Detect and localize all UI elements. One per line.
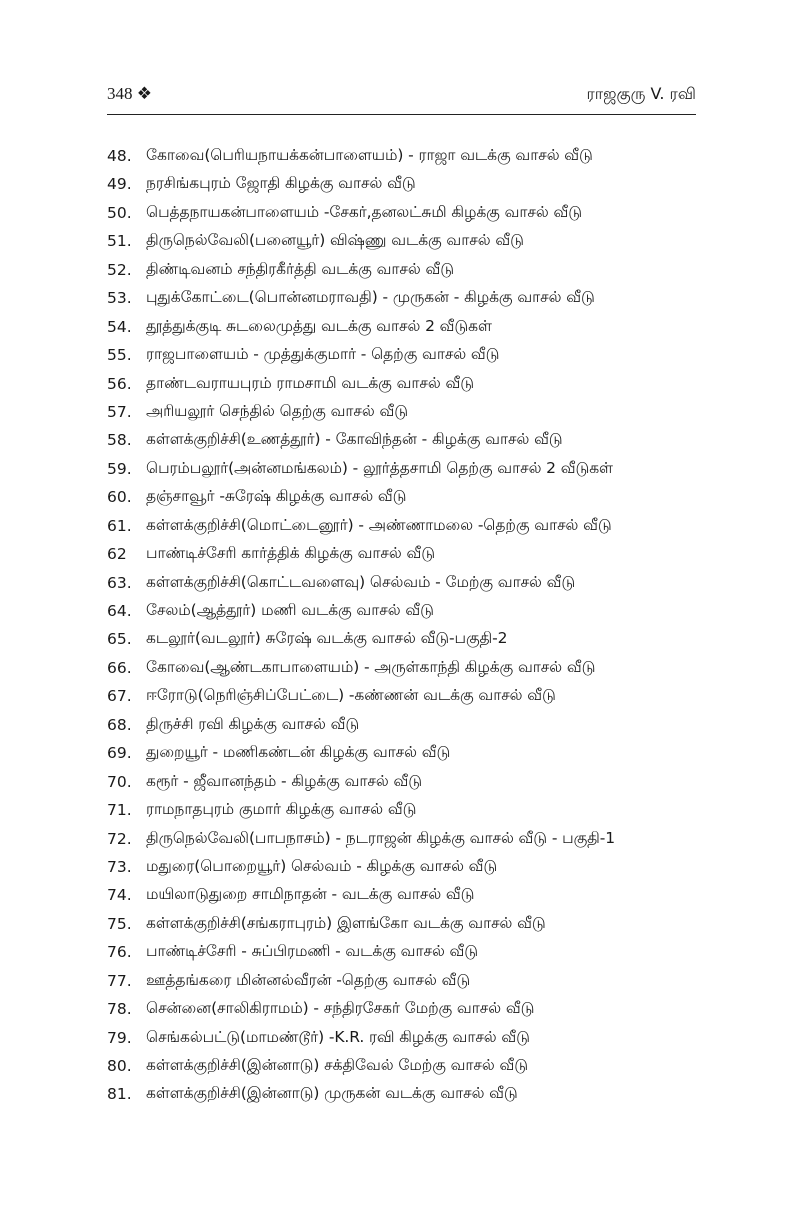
entry-number: 68.	[107, 715, 132, 734]
entry-text: சேலம்(ஆத்தூர்) மணி வடக்கு வாசல் வீடு	[146, 601, 434, 619]
list-item	[107, 939, 707, 967]
entry-number: 66.	[107, 658, 132, 677]
entry-number: 50.	[107, 203, 132, 222]
entry-number: 78.	[107, 1000, 132, 1019]
entry-number: 79.	[107, 1028, 132, 1047]
list-item	[107, 598, 707, 626]
entry-text: பாண்டிச்சேரி கார்த்திக் கிழக்கு வாசல் வீடு	[146, 544, 435, 563]
list-item	[107, 484, 707, 512]
entry-text: கடலூர்(வடலூர்) சுரேஷ் வடக்கு வாசல் வீடு-பகுதி-2	[146, 629, 508, 648]
entry-number: 81.	[107, 1085, 132, 1104]
list-item	[107, 1053, 707, 1081]
entry-number: 63.	[107, 573, 132, 592]
entry-number: 70.	[107, 772, 132, 791]
list-item	[107, 996, 707, 1024]
entry-text: கள்ளக்குறிச்சி(மொட்டைனூர்) - அண்ணாமலை -தெற்கு வாசல் வீடு	[146, 515, 612, 534]
list-item	[107, 797, 707, 825]
entry-text: புதுக்கோட்டை(பொன்னமராவதி) - முருகன் - கிழக்கு வாசல் வீடு	[146, 288, 595, 307]
entry-number: 76.	[107, 943, 132, 962]
list-item	[107, 171, 707, 199]
list-item	[107, 314, 707, 342]
list-item	[107, 200, 707, 228]
list-item	[107, 427, 707, 455]
entry-number: 62	[107, 545, 127, 564]
entry-number: 64.	[107, 602, 132, 620]
entry-number: 80.	[107, 1057, 132, 1075]
entry-number: 61.	[107, 516, 132, 535]
entry-number: 59.	[107, 459, 132, 478]
list-item	[107, 769, 707, 797]
list-item	[107, 513, 707, 541]
list-item	[107, 371, 707, 399]
entry-text: மயிலாடுதுறை சாமிநாதன் - வடக்கு வாசல் வீடு	[146, 885, 475, 904]
entry-number: 72.	[107, 829, 132, 848]
entry-text: கள்ளக்குறிச்சி(கொட்டவளைவு) செல்வம் - மேற்கு வாசல் வீடு	[146, 572, 576, 591]
list-item	[107, 399, 707, 427]
list-item	[107, 683, 707, 711]
entry-number: 54.	[107, 317, 132, 336]
header-rule	[107, 114, 696, 115]
page-header	[107, 80, 696, 116]
entry-number: 67.	[107, 687, 132, 706]
list-item	[107, 541, 707, 569]
page-number: 348 ❖	[107, 84, 152, 103]
entry-number: 69.	[107, 744, 132, 763]
entry-number: 57.	[107, 402, 132, 421]
entry-text: கோவை(ஆண்டகாபாளையம்) - அருள்காந்தி கிழக்கு வாசல் வீடு	[146, 657, 596, 676]
list-item	[107, 1081, 707, 1109]
entry-text: திருநெல்வேலி(பனையூர்) விஷ்ணு வடக்கு வாசல் வீடு	[146, 231, 524, 250]
entry-text: பெத்தநாயகன்பாளையம் -சேகர்,தனலட்சுமி கிழக்கு வாசல் வீடு	[146, 202, 582, 221]
entry-text: தஞ்சாவூர் -சுரேஷ் கிழக்கு வாசல் வீடு	[146, 487, 407, 506]
entry-text: ராஜபாளையம் - முத்துக்குமார் - தெற்கு வாசல் வீடு	[146, 345, 500, 364]
list-item	[107, 285, 707, 313]
entry-number: 74.	[107, 886, 132, 905]
list-item	[107, 882, 707, 910]
entry-text: செங்கல்பட்டு(மாமண்டூர்) -K.R. ரவி கிழக்கு வாசல் வீடு	[146, 1027, 530, 1046]
entry-number: 71.	[107, 801, 132, 820]
entry-text: பாண்டிச்சேரி - சுப்பிரமணி - வடக்கு வாசல் வீடு	[146, 942, 479, 961]
entry-text: ராமநாதபுரம் குமார் கிழக்கு வாசல் வீடு	[146, 800, 417, 819]
entry-text: சென்னை(சாலிகிராமம்) - சந்திரசேகர் மேற்கு வாசல் வீடு	[146, 999, 535, 1018]
list-item	[107, 826, 707, 854]
entry-number: 48.	[107, 147, 132, 165]
entry-text: கள்ளக்குறிச்சி(உணத்தூர்) - கோவிந்தன் - கிழக்கு வாசல் வீடு	[146, 430, 563, 449]
list-item	[107, 968, 707, 996]
entry-number: 52.	[107, 260, 132, 279]
entry-number: 73.	[107, 857, 132, 876]
entry-number: 49.	[107, 175, 132, 194]
entry-list	[107, 143, 707, 1110]
entry-number: 55.	[107, 346, 132, 365]
entry-number: 65.	[107, 630, 132, 649]
list-item	[107, 740, 707, 768]
list-item	[107, 456, 707, 484]
entry-text: கள்ளக்குறிச்சி(இன்னாடு) சக்திவேல் மேற்கு வாசல் வீடு	[146, 1056, 528, 1074]
entry-number: 53.	[107, 289, 132, 308]
list-item	[107, 228, 707, 256]
entry-text: கள்ளக்குறிச்சி(இன்னாடு) முருகன் வடக்கு வாசல் வீடு	[146, 1084, 518, 1103]
entry-text: ஈரோடு(நெரிஞ்சிப்பேட்டை) -கண்ணன் வடக்கு வாசல் வீடு	[146, 686, 556, 705]
list-item	[107, 911, 707, 939]
list-item	[107, 570, 707, 598]
list-item	[107, 1025, 707, 1053]
entry-text: திருச்சி ரவி கிழக்கு வாசல் வீடு	[146, 714, 360, 733]
entry-text: தாண்டவராயபுரம் ராமசாமி வடக்கு வாசல் வீடு	[146, 373, 474, 392]
list-item	[107, 143, 707, 171]
entry-number: 56.	[107, 374, 132, 393]
entry-number: 60.	[107, 488, 132, 507]
list-item	[107, 712, 707, 740]
entry-number: 77.	[107, 971, 132, 990]
entry-text: துறையூர் - மணிகண்டன் கிழக்கு வாசல் வீடு	[146, 743, 451, 762]
list-item	[107, 655, 707, 683]
entry-text: நரசிங்கபுரம் ஜோதி கிழக்கு வாசல் வீடு	[146, 174, 416, 193]
entry-text: ஊத்தங்கரை மின்னல்வீரன் -தெற்கு வாசல் வீடு	[146, 970, 471, 989]
entry-text: கோவை(பெரியநாயக்கன்பாளையம்) - ராஜா வடக்கு வாசல் வீடு	[146, 146, 593, 164]
entry-text: கரூர் - ஜீவானந்தம் - கிழக்கு வாசல் வீடு	[146, 771, 422, 790]
entry-text: திருநெல்வேலி(பாபநாசம்) - நடராஜன் கிழக்கு வாசல் வீடு - பகுதி-1	[146, 828, 616, 847]
entry-text: கள்ளக்குறிச்சி(சங்கராபுரம்) இளங்கோ வடக்கு வாசல் வீடு	[146, 913, 546, 932]
entry-number: 58.	[107, 431, 132, 450]
entry-text: திண்டிவனம் சந்திரகீர்த்தி வடக்கு வாசல் வீடு	[146, 259, 454, 278]
entry-text: பெரம்பலூர்(அன்னமங்கலம்) - லூர்த்தசாமி தெற்கு வாசல் 2 வீடுகள்	[146, 458, 613, 477]
entry-text: அரியலூர் செந்தில் தெற்கு வாசல் வீடு	[146, 401, 408, 420]
running-head: ராஜகுரு V. ரவி	[586, 84, 696, 103]
list-item	[107, 342, 707, 370]
entry-text: தூத்துக்குடி சுடலைமுத்து வடக்கு வாசல் 2 வீடுகள்	[146, 316, 492, 335]
entry-number: 51.	[107, 232, 132, 251]
entry-number: 75.	[107, 914, 132, 933]
list-item	[107, 626, 707, 654]
list-item	[107, 257, 707, 285]
entry-text: மதுரை(பொறையூர்) செல்வம் - கிழக்கு வாசல் வீடு	[146, 856, 498, 875]
list-item	[107, 854, 707, 882]
